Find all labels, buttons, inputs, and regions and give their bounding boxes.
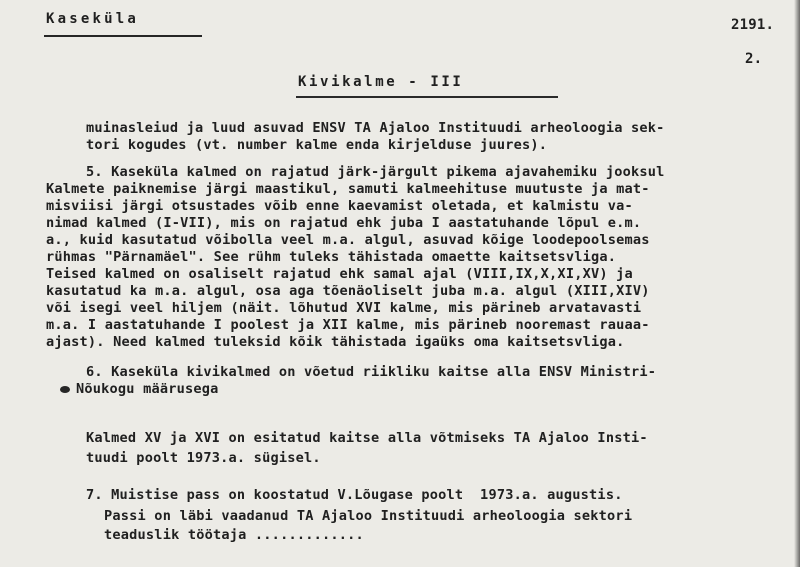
place-underline xyxy=(44,35,202,37)
page-number: 2. xyxy=(745,51,763,67)
body-line: nimad kalmed (I-VII), mis on rajatud ehk juba I aastatuhande lõpul e.m. xyxy=(46,215,642,231)
body-line: Nõukogu määrusega xyxy=(76,381,219,397)
body-line: ajast). Need kalmed tuleksid kõik tähistada igaüks oma kaitsetsvliga. xyxy=(46,334,625,350)
body-line: teaduslik töötaja ............. xyxy=(104,527,364,543)
body-line: rühmas "Pärnamäel". See rühm tuleks tähistada omaette kaitsetsvliga. xyxy=(46,249,617,265)
body-line: 5. Kaseküla kalmed on rajatud järk-järgult pikema ajavahemiku jooksul xyxy=(86,164,665,180)
body-line: misviisi järgi otsustades võib enne kaevamist oletada, et kalmistu va- xyxy=(46,198,633,214)
body-line: või isegi veel hiljem (näit. lõhutud XVI kalme, mis pärineb arvatavasti xyxy=(46,300,642,316)
title-underline xyxy=(296,96,558,98)
body-line: tuudi poolt 1973.a. sügisel. xyxy=(86,450,321,466)
body-line: Kalmed XV ja XVI on esitatud kaitse alla võtmiseks TA Ajaloo Insti- xyxy=(86,430,648,446)
body-line: Passi on läbi vaadanud TA Ajaloo Instituudi arheoloogia sektori xyxy=(104,508,633,524)
document-title: Kivikalme - III xyxy=(298,74,464,90)
body-line: 6. Kaseküla kivikalmed on võetud riikliku kaitse alla ENSV Ministri- xyxy=(86,364,657,380)
body-line: tori kogudes (vt. number kalme enda kirjelduse juures). xyxy=(86,137,548,153)
body-line: Teised kalmed on osaliselt rajatud ehk samal ajal (VIII,IX,X,XI,XV) ja xyxy=(46,266,633,282)
body-line: kasutatud ka m.a. algul, osa aga tõenäoliselt juba m.a. algul (XIII,XIV) xyxy=(46,283,650,299)
body-line: Kalmete paiknemise järgi maastikul, samuti kalmeehituse muutuste ja mat- xyxy=(46,181,650,197)
place-name: Kaseküla xyxy=(46,11,140,27)
body-line: muinasleiud ja luud asuvad ENSV TA Ajaloo Instituudi arheoloogia sek- xyxy=(86,120,665,136)
record-number: 2191. xyxy=(731,17,775,33)
body-line: 7. Muistise pass on koostatud V.Lõugase poolt 1973.a. augustis. xyxy=(86,487,623,503)
ink-blot-mark xyxy=(60,386,70,393)
body-line: m.a. I aastatuhande I poolest ja XII kalme, mis pärineb nooremast rauaa- xyxy=(46,317,650,333)
body-line: a., kuid kasutatud võibolla veel m.a. algul, asuvad kõige loodepoolsemas xyxy=(46,232,650,248)
